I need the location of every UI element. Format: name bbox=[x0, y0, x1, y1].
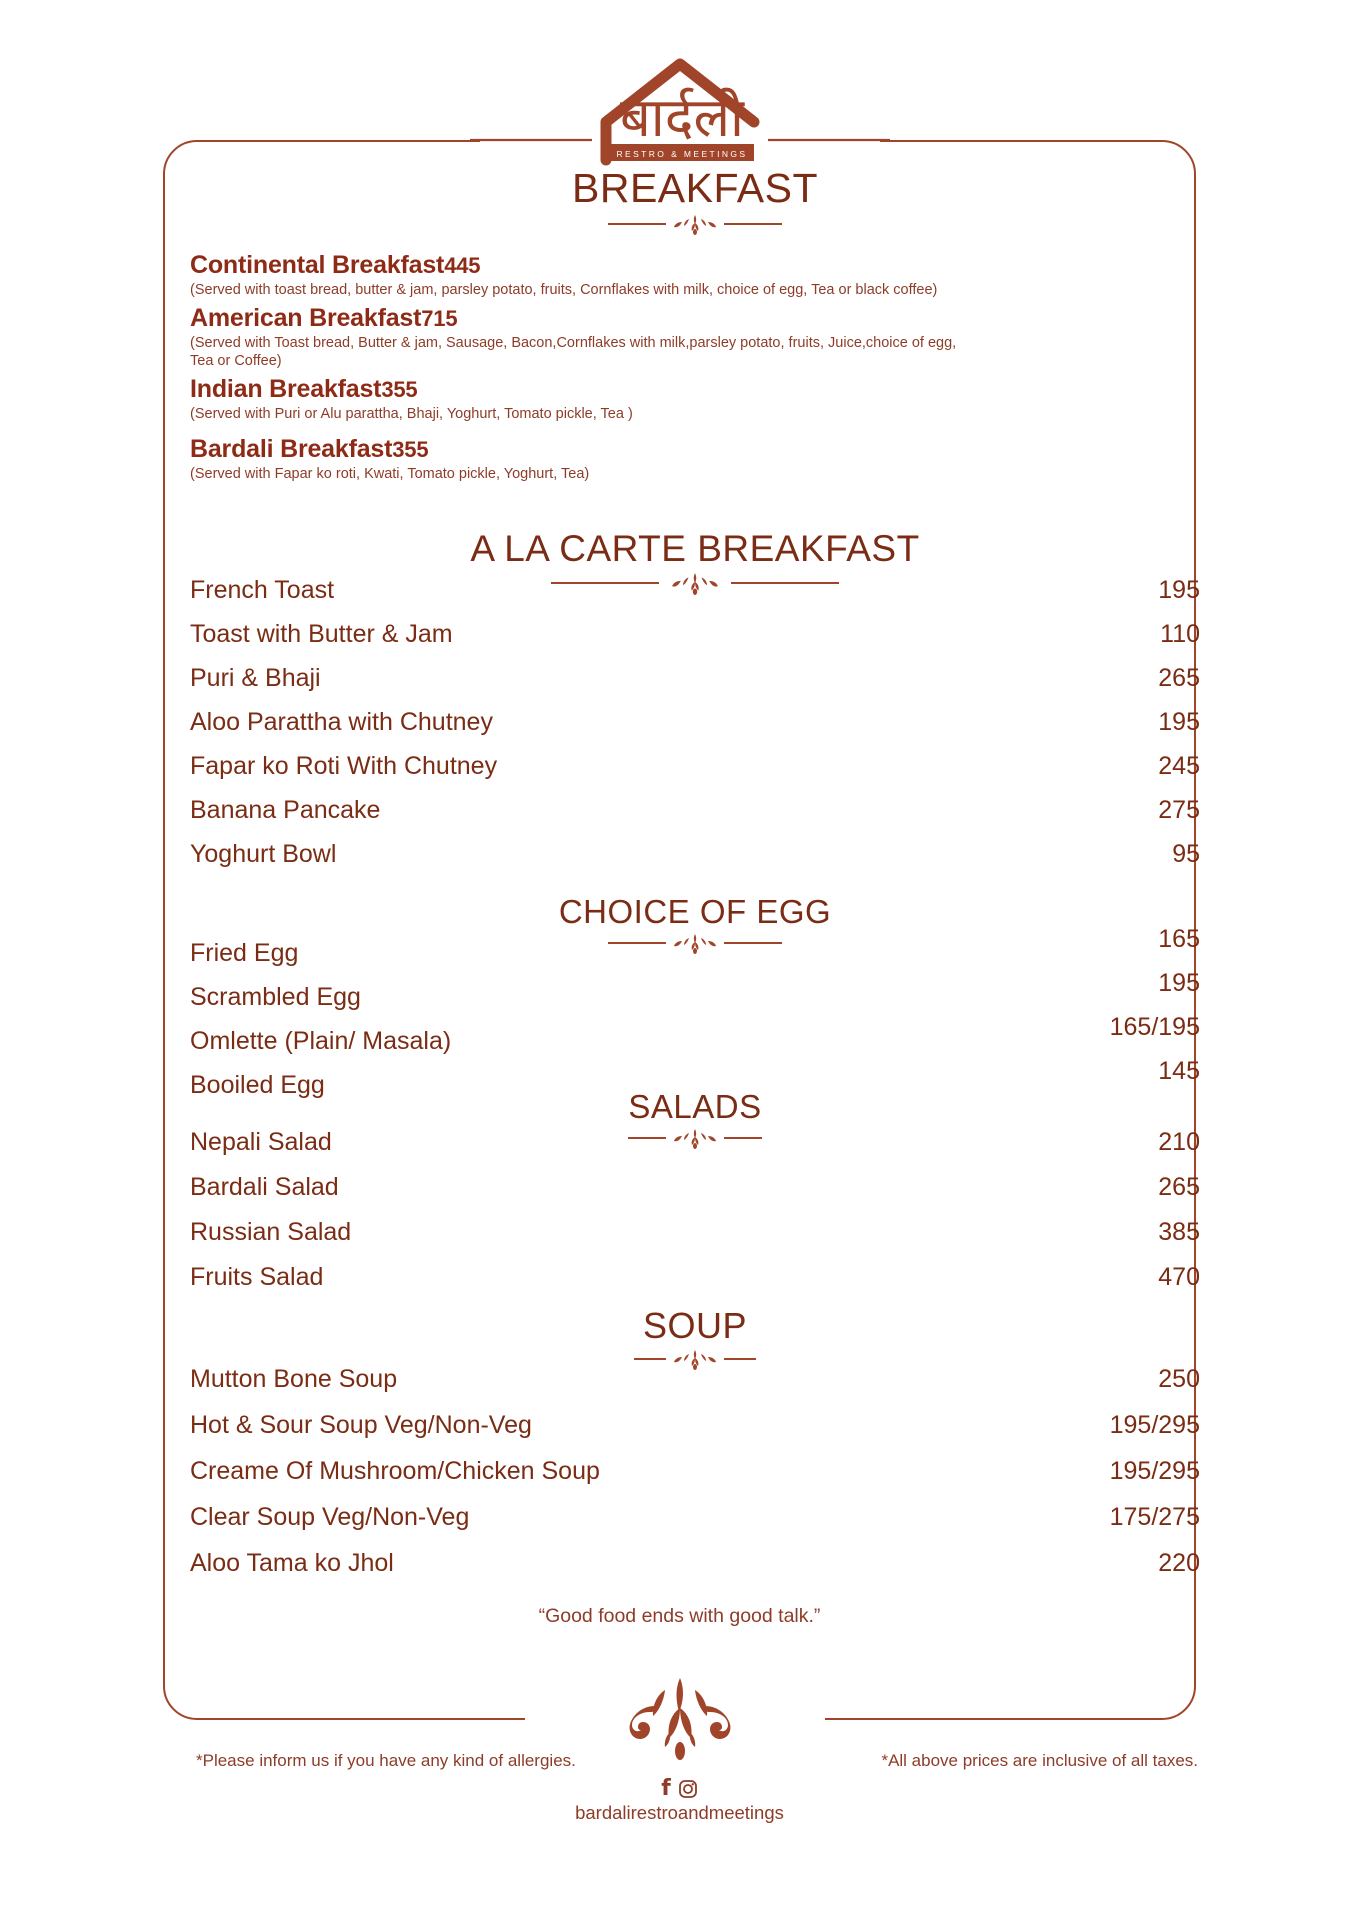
menu-row bbox=[190, 754, 1200, 779]
menu-item-price: 355 bbox=[381, 376, 418, 402]
menu-row bbox=[190, 925, 1200, 969]
menu-item-name: French Toast bbox=[190, 576, 335, 604]
menu-row bbox=[190, 1265, 1200, 1290]
choice-of-egg-items bbox=[190, 925, 1200, 1101]
menu-item-name: Fruits Salad bbox=[190, 1263, 324, 1291]
a-la-carte-items bbox=[190, 578, 1200, 886]
menu-row bbox=[190, 1130, 1200, 1155]
menu-row bbox=[190, 622, 1200, 647]
menu-item-price: 195 bbox=[1158, 708, 1200, 736]
menu-item-title-row bbox=[190, 375, 1200, 404]
menu-item-name: Hot & Sour Soup Veg/Non-Veg bbox=[190, 1411, 532, 1439]
menu-item-price: 145 bbox=[1158, 1057, 1200, 1085]
menu-item-name: Nepali Salad bbox=[190, 1128, 332, 1156]
allergy-note: *Please inform us if you have any kind of allergies. bbox=[196, 1751, 576, 1770]
menu-item-price: 210 bbox=[1158, 1128, 1200, 1156]
menu-row bbox=[190, 578, 1200, 603]
menu-item-price: 245 bbox=[1158, 752, 1200, 780]
menu-item-price: 265 bbox=[1158, 1173, 1200, 1201]
menu-row bbox=[190, 666, 1200, 691]
menu-item-name: Clear Soup Veg/Non-Veg bbox=[190, 1503, 470, 1531]
section-heading-a-la-carte-breakfast: A LA CARTE BREAKFAST bbox=[190, 530, 1200, 595]
flourish-motif-icon bbox=[672, 213, 718, 235]
logo-script-text: बार्दली bbox=[619, 88, 744, 148]
social-icons bbox=[0, 1778, 1359, 1800]
ornament-bar-right bbox=[724, 223, 782, 225]
menu-item-name: Aloo Parattha with Chutney bbox=[190, 708, 493, 736]
logo-tagline-text: RESTRO & MEETINGS bbox=[615, 149, 748, 159]
large-flourish-icon bbox=[615, 1672, 745, 1767]
menu-item-price: 445 bbox=[444, 253, 481, 278]
menu-row bbox=[190, 1175, 1200, 1200]
menu-item-price: 195/295 bbox=[1109, 1457, 1200, 1485]
ornament-divider bbox=[190, 213, 1200, 235]
menu-row bbox=[190, 1220, 1200, 1245]
section-heading-salads: SALADS bbox=[190, 1090, 1200, 1149]
menu-row bbox=[190, 710, 1200, 735]
menu-item-price: 195 bbox=[1158, 969, 1200, 997]
menu-item-price: 385 bbox=[1158, 1218, 1200, 1246]
menu-item-price: 175/275 bbox=[1109, 1503, 1200, 1531]
menu-item-price: 265 bbox=[1158, 664, 1200, 692]
instagram-icon[interactable] bbox=[678, 1779, 698, 1799]
menu-item-name: Toast with Butter & Jam bbox=[190, 620, 453, 648]
menu-item-name: Indian Breakfast bbox=[190, 374, 382, 403]
menu-row bbox=[190, 1551, 1200, 1576]
menu-item-price: 715 bbox=[421, 305, 458, 331]
brand-logo bbox=[0, 48, 1359, 168]
menu-row bbox=[190, 1013, 1200, 1057]
menu-item-name: Creame Of Mushroom/Chicken Soup bbox=[190, 1457, 600, 1485]
menu-item-name: Puri & Bhaji bbox=[190, 664, 321, 692]
menu-item-price: 165 bbox=[1158, 925, 1200, 953]
menu-item-name: Banana Pancake bbox=[190, 796, 381, 824]
menu-item-price: 195/295 bbox=[1109, 1411, 1200, 1439]
section-heading-soup: SOUP bbox=[190, 1308, 1200, 1370]
menu-row bbox=[190, 969, 1200, 1013]
menu-row bbox=[190, 1413, 1200, 1438]
menu-item bbox=[190, 251, 1200, 300]
menu-item-price: 250 bbox=[1158, 1365, 1200, 1393]
menu-item-name: Booiled Egg bbox=[190, 1071, 325, 1099]
menu-item-price: 95 bbox=[1172, 840, 1200, 868]
ornament-bar-left bbox=[634, 1358, 666, 1360]
menu-item-price: 220 bbox=[1158, 1549, 1200, 1577]
menu-row bbox=[190, 842, 1200, 867]
menu-item-name: Fapar ko Roti With Chutney bbox=[190, 752, 498, 780]
menu-item-price: 470 bbox=[1158, 1263, 1200, 1291]
menu-item-name: Omlette (Plain/ Masala) bbox=[190, 1027, 452, 1055]
menu-item-name: Bardali Salad bbox=[190, 1173, 339, 1201]
menu-item-description: (Served with toast bread, butter & jam, parsley potato, fruits, Cornflakes with milk, choice of egg, Tea or black coffee) bbox=[190, 282, 938, 298]
menu-item bbox=[190, 435, 1200, 484]
section-breakfast bbox=[190, 165, 1200, 488]
menu-item bbox=[190, 375, 1200, 424]
menu-item-description: (Served with Fapar ko roti, Kwati, Tomato pickle, Yoghurt, Tea) bbox=[190, 466, 590, 483]
salads-items bbox=[190, 1130, 1200, 1310]
menu-item-price: 110 bbox=[1160, 620, 1200, 648]
section-heading-choice-of-egg: CHOICE OF EGG bbox=[190, 895, 1200, 954]
menu-item-price: 355 bbox=[392, 437, 429, 463]
menu-item-name: American Breakfast bbox=[190, 303, 422, 332]
section-heading-breakfast: BREAKFAST bbox=[190, 168, 1200, 235]
menu-item-name: Continental Breakfast bbox=[190, 251, 445, 279]
soup-items bbox=[190, 1367, 1200, 1597]
menu-item-name: Mutton Bone Soup bbox=[190, 1365, 398, 1393]
menu-row bbox=[190, 1505, 1200, 1530]
ornament-bar-right bbox=[724, 1358, 756, 1360]
menu-item-price: 275 bbox=[1158, 796, 1200, 824]
menu-item-name: Scrambled Egg bbox=[190, 983, 361, 1011]
menu-item-description: (Served with Puri or Alu parattha, Bhaji, Yoghurt, Tomato pickle, Tea ) bbox=[190, 405, 633, 422]
menu-item-title-row bbox=[190, 251, 1200, 280]
social-block bbox=[0, 1778, 1359, 1824]
menu-item-title-row bbox=[190, 304, 1200, 333]
house-outline-icon bbox=[470, 48, 890, 168]
menu-row bbox=[190, 798, 1200, 823]
menu-item-title-row bbox=[190, 435, 1200, 464]
menu-item-price: 195 bbox=[1158, 576, 1200, 604]
menu-item-name: Bardali Breakfast bbox=[190, 435, 393, 464]
menu-item-name: Aloo Tama ko Jhol bbox=[190, 1549, 394, 1577]
facebook-icon[interactable]: f bbox=[661, 1776, 671, 1801]
menu-item bbox=[190, 304, 1200, 371]
breakfast-combo-list bbox=[190, 251, 1200, 484]
ornament-bar-left bbox=[608, 223, 666, 225]
menu-row bbox=[190, 1459, 1200, 1484]
tax-note: *All above prices are inclusive of all taxes. bbox=[881, 1751, 1198, 1770]
menu-item-description: (Served with Toast bread, Butter & jam, Sausage, Bacon,Cornflakes with milk,parsley potato, fruits, Juice,choice of egg, Tea or Coffee) bbox=[190, 334, 957, 370]
menu-row bbox=[190, 1367, 1200, 1392]
menu-item-name: Russian Salad bbox=[190, 1218, 352, 1246]
menu-item-price: 165/195 bbox=[1109, 1013, 1200, 1041]
section-soup bbox=[190, 1305, 1200, 1370]
menu-quote: “Good food ends with good talk.” bbox=[538, 1605, 821, 1627]
menu-item-name: Fried Egg bbox=[190, 939, 299, 967]
menu-item-name: Yoghurt Bowl bbox=[190, 840, 337, 868]
social-handle: bardalirestroandmeetings bbox=[575, 1802, 784, 1823]
